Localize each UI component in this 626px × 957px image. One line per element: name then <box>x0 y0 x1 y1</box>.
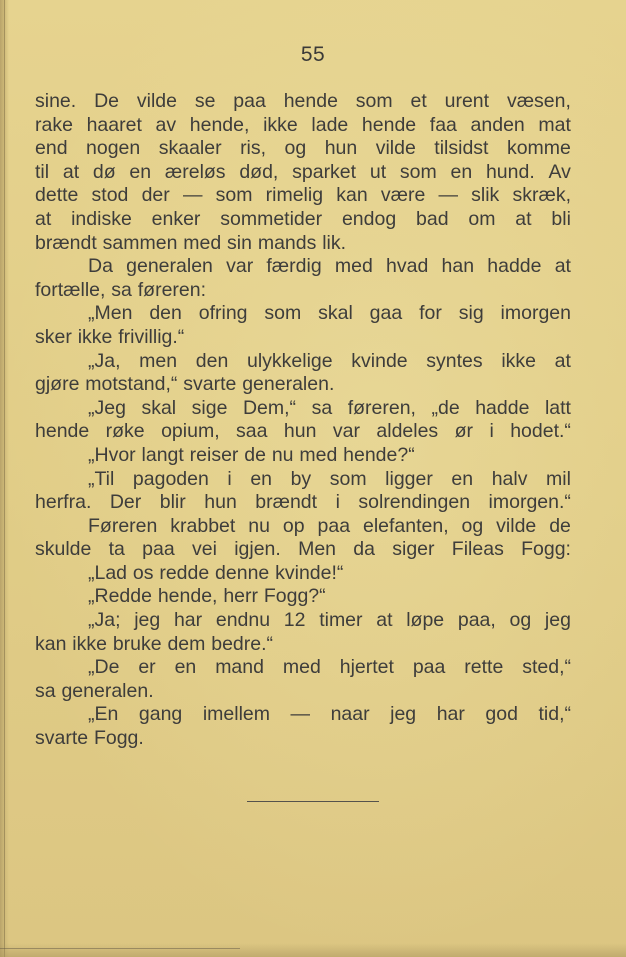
text-line: rake haaret av hende, ikke lade hende faa anden mat <box>35 113 571 136</box>
text-line: skulde ta paa vei igjen. Men da siger Fileas Fogg: <box>35 538 571 561</box>
page-bottom-rule <box>0 948 240 949</box>
text-line: „En gang imellem — naar jeg har god tid,“ <box>88 703 571 726</box>
text-line: „Hvor langt reiser de nu med hende?“ <box>88 443 415 466</box>
text-line: „Ja, men den ulykkelige kvinde syntes ikke at <box>88 349 571 372</box>
text-line: „Jeg skal sige Dem,“ sa føreren, „de hadde latt <box>88 396 571 419</box>
text-line: hende røke opium, saa hun var aldeles ør i hodet.“ <box>35 420 571 443</box>
text-line: at indiske enker sommetider endog bad om at bli <box>35 207 571 230</box>
text-line: dette stod der — som rimelig kan være — slik skræk, <box>35 184 571 207</box>
body-text <box>35 90 571 751</box>
text-line: „Lad os redde denne kvinde!“ <box>88 561 344 584</box>
text-line: „Redde hende, herr Fogg?“ <box>88 585 326 608</box>
text-line: „De er en mand med hjertet paa rette sted,“ <box>88 656 571 679</box>
text-line: herfra. Der blir hun brændt i solrendingen imorgen.“ <box>35 491 571 514</box>
text-line: end nogen skaaler ris, og hun vilde tilsidst komme <box>35 137 571 160</box>
text-line: kan ikke bruke dem bedre.“ <box>35 632 274 655</box>
page-bottom-edge <box>0 943 626 957</box>
page-number: 55 <box>300 43 326 66</box>
text-line: Føreren krabbet nu op paa elefanten, og vilde de <box>88 514 571 537</box>
section-divider <box>247 801 379 802</box>
text-line: sine. De vilde se paa hende som et urent væsen, <box>35 90 571 112</box>
text-line: sa generalen. <box>35 679 154 702</box>
text-line: „Til pagoden i en by som ligger en halv mil <box>88 467 571 490</box>
text-line: svarte Fogg. <box>35 727 144 750</box>
text-line: Da generalen var færdig med hvad han hadde at <box>88 255 571 278</box>
text-line: gjøre motstand,“ svarte generalen. <box>35 373 335 396</box>
text-line: „Men den ofring som skal gaa for sig imorgen <box>88 302 571 325</box>
page-edge-line <box>4 0 5 957</box>
text-line: fortælle, sa føreren: <box>35 278 207 301</box>
text-line: „Ja; jeg har endnu 12 timer at løpe paa, og jeg <box>88 609 571 632</box>
text-line: brændt sammen med sin mands lik. <box>35 231 347 254</box>
text-line: til at dø en æreløs død, sparket ut som en hund. Av <box>35 160 571 183</box>
text-line: sker ikke frivillig.“ <box>35 325 185 348</box>
